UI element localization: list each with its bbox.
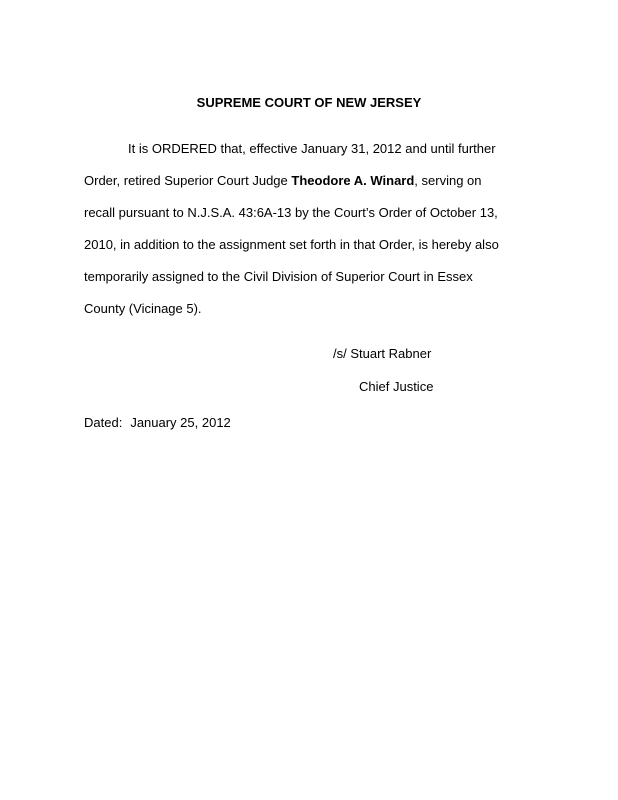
body-line-6: County (Vicinage 5). [84,301,202,316]
body-line-2 [84,173,482,189]
body-line-4: 2010, in addition to the assignment set forth in that Order, is hereby also [84,237,499,252]
body-line-5: temporarily assigned to the Civil Division of Superior Court in Essex [84,269,473,284]
judge-name: Theodore A. Winard [291,173,415,188]
body-line-1: It is ORDERED that, effective January 31, 2012 and until further [128,141,496,156]
signature-title: Chief Justice [359,379,434,394]
dated-value: January 25, 2012 [130,415,231,430]
signature-name: /s/ Stuart Rabner [333,346,432,361]
dated-line [84,415,231,430]
dated-label: Dated: [84,415,123,430]
body-line-2-post: , serving on [414,173,482,188]
body-line-3: recall pursuant to N.J.S.A. 43:6A-13 by the Court’s Order of October 13, [84,205,498,220]
document-title: SUPREME COURT OF NEW JERSEY [196,95,422,110]
body-line-2-pre: Order, retired Superior Court Judge [84,173,292,188]
